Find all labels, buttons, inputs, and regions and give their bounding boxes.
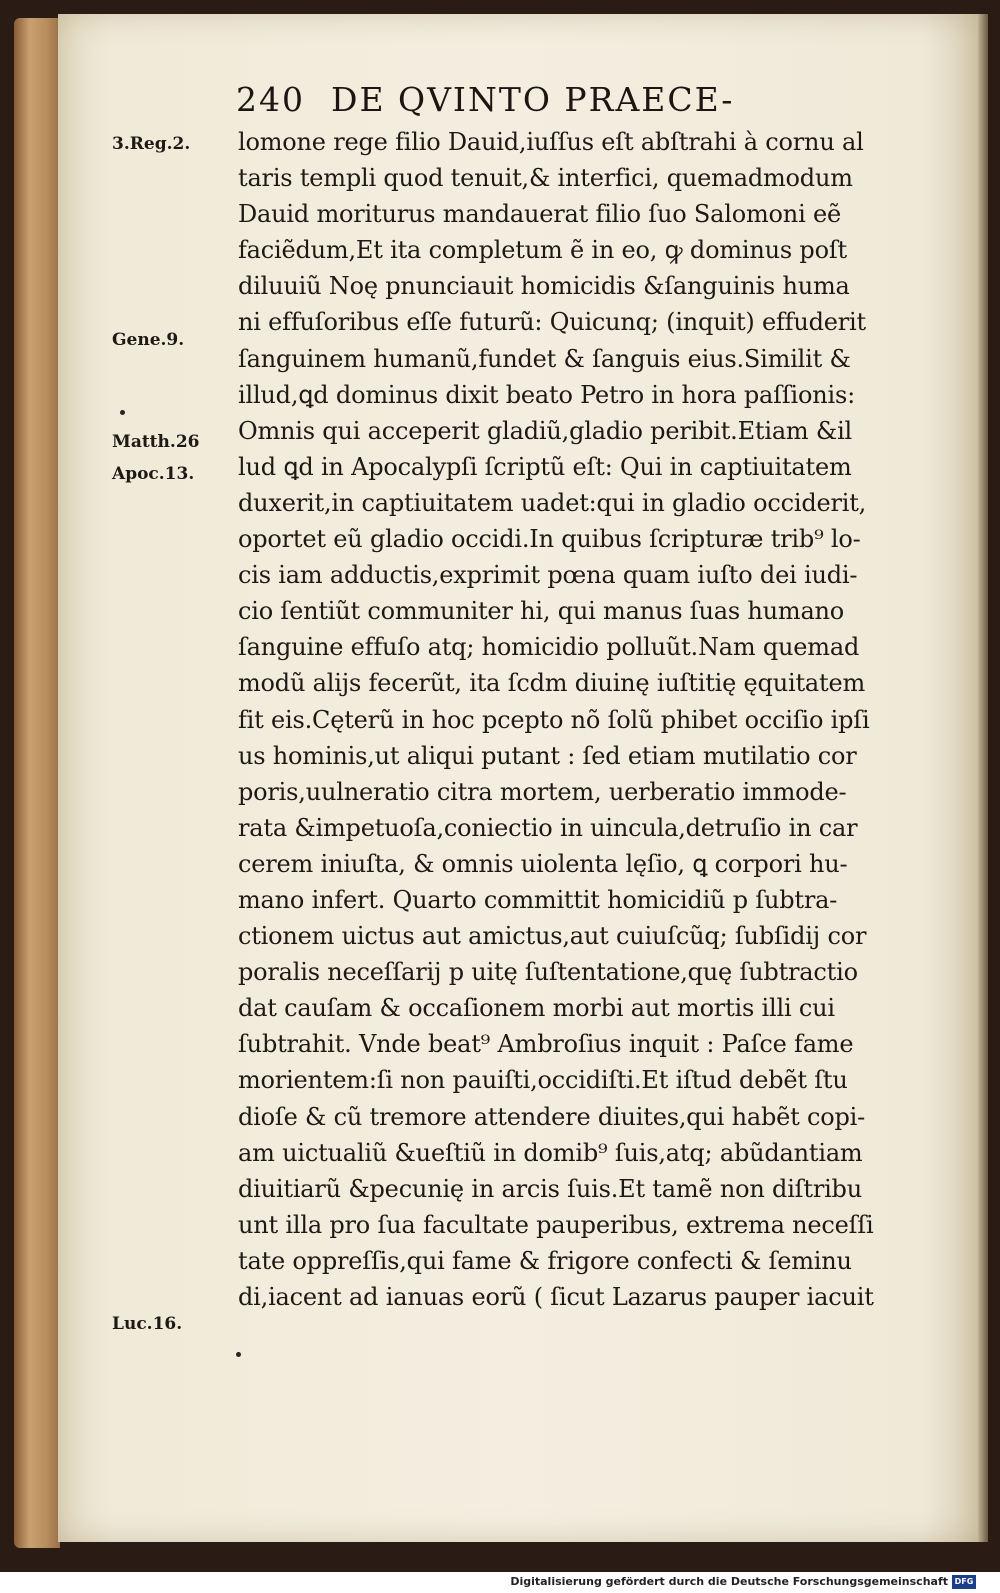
text-line: Omnis qui acceperit gladiũ,gladio peribit.Etiam &il	[238, 416, 853, 445]
text-line: ſanguinem humanũ,fundet & ſanguis eius.Similit &	[238, 344, 851, 373]
folio-number: 240	[236, 80, 305, 119]
page-edge	[978, 14, 988, 1542]
text-line: modũ alijs fecerũt, ita ſcdm diuinę iuſtitię ęquitatem	[238, 669, 866, 698]
margin-note-luc: Luc.16.	[112, 1314, 183, 1334]
text-line: fit eis.Cęterũ in hoc pcepto nõ ſolũ phibet occiſio ipſi	[238, 705, 870, 734]
text-line: poralis neceſſarij p uitę ſuſtentatione,quę ſubtractio	[238, 958, 858, 987]
text-line: us hominis,ut aliqui putant : ſed etiam mutilatio cor	[238, 741, 857, 770]
text-line: taris templi quod tenuit,& interfici, quemadmodum	[238, 164, 853, 193]
ink-dot	[120, 410, 125, 415]
ink-dot	[236, 1352, 241, 1357]
margin-note-gene: Gene.9.	[112, 330, 185, 350]
text-line: oportet eũ gladio occidi.In quibus ſcripturæ trib⁹ lo-	[238, 525, 861, 554]
text-line: dat cauſam & occaſionem morbi aut mortis illi cui	[238, 994, 835, 1023]
footer-credit: Digitalisierung gefördert durch die Deutsche Forschungsgemeinschaft	[510, 1575, 948, 1588]
text-line: ctionem uictus aut amictus,aut cuiuſcũq; ſubſidij cor	[238, 922, 867, 951]
text-line: rata &impetuoſa,coniectio in uincula,detruſio in car	[238, 813, 858, 842]
text-line: cio ſentiũt communiter hi, qui manus ſuas humano	[238, 597, 845, 626]
page-header	[236, 80, 956, 124]
book-spine	[14, 18, 60, 1548]
text-line: ſanguine effuſo atq; homicidio polluũt.Nam quemad	[238, 633, 860, 662]
margin-note-3reg: 3.Reg.2.	[112, 134, 191, 154]
text-line: morientem:ſi non pauiſti,occidiſti.Et iſtud debẽt ſtu	[238, 1066, 848, 1095]
margin-note-apoc: Apoc.13.	[112, 464, 195, 484]
text-line: lomone rege filio Dauid,iuſſus eſt abſtrahi à cornu al	[238, 128, 864, 156]
text-line: diuitiarũ &pecunię in arcis ſuis.Et tamẽ non diſtribu	[238, 1174, 862, 1203]
text-line: faciẽdum,Et ita completum ẽ in eo, ꝙ dominus poſt	[238, 236, 847, 265]
text-line: illud,ꝗd dominus dixit beato Petro in hora paſſionis:	[238, 380, 855, 409]
text-line: ni effuſoribus eſſe futurũ: Quicunq; (inquit) effuderit	[238, 308, 866, 337]
dfg-logo-icon: DFG	[952, 1575, 976, 1589]
text-line: am uictualiũ &ueſtiũ in domib⁹ ſuis,atq; abũdantiam	[238, 1138, 863, 1167]
text-block	[238, 124, 954, 1315]
margin-note-matth: Matth.26	[112, 432, 200, 452]
text-line: tate oppreſſis,qui fame & frigore confecti & ſeminu	[238, 1246, 852, 1275]
text-line: duxerit,in captiuitatem uadet:qui in gladio occiderit,	[238, 488, 867, 517]
text-line: cerem iniuſta, & omnis uiolenta lęſio, ꝗ corpori hu-	[238, 849, 848, 878]
running-title: DE QVINTO PRAECE-	[331, 80, 735, 119]
text-line: unt illa pro ſua facultate pauperibus, extrema neceſſi	[238, 1210, 874, 1239]
text-line: ſubtrahit. Vnde beat⁹ Ambroſius inquit : Paſce fame	[238, 1030, 854, 1059]
text-line: diluuiũ Noę pnunciauit homicidis &ſanguinis huma	[238, 272, 850, 301]
footer-bar	[0, 1572, 1000, 1593]
text-line: Dauid moriturus mandauerat filio ſuo Salomoni eẽ	[238, 200, 841, 229]
text-line: dioſe & cũ tremore attendere diuites,qui habẽt copi-	[238, 1102, 866, 1131]
text-line: mano infert. Quarto committit homicidiũ p ſubtra-	[238, 885, 838, 914]
text-line: poris,uulneratio citra mortem, uerberatio immode-	[238, 777, 847, 806]
text-line: cis iam adductis,exprimit pœna quam iuſto dei iudi-	[238, 561, 858, 590]
text-line: lud ꝗd in Apocalypſi ſcriptũ eſt: Qui in captiuitatem	[238, 452, 852, 481]
text-line: di,iacent ad ianuas eorũ ( ſicut Lazarus pauper iacuit	[238, 1283, 874, 1311]
